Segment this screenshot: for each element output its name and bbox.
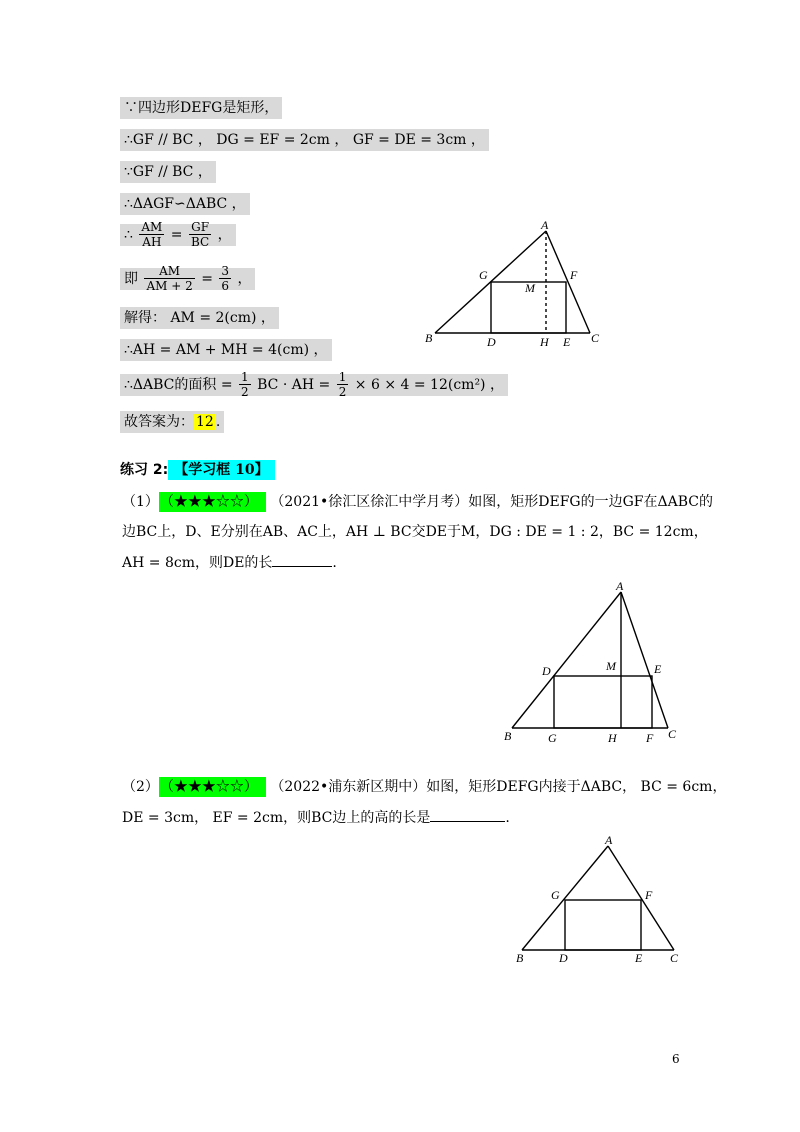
denominator: 2 <box>338 385 347 399</box>
question-text: . <box>505 810 510 826</box>
solution-line-5 <box>120 220 236 249</box>
solution-answer-line <box>120 411 224 433</box>
solution-text: ∴GF // BC ， DG = EF = 2cm ， GF = DE = 3cm ， <box>120 129 489 151</box>
label-m: M <box>606 659 616 673</box>
fraction <box>139 220 164 249</box>
answer-blank[interactable] <box>272 554 332 567</box>
numerator: 1 <box>338 370 347 384</box>
solution-formula <box>120 220 236 249</box>
label-h: H <box>540 335 549 349</box>
solution-formula <box>120 264 255 293</box>
difficulty-stars: （★★★☆☆） <box>159 777 266 797</box>
answer-highlight: 12 <box>196 414 214 430</box>
solution-formula <box>120 370 508 399</box>
solution-text: ∴ΔAGF∽ΔABC ， <box>120 193 250 215</box>
label-g: G <box>551 888 560 902</box>
figure-1 <box>420 215 610 350</box>
label-f: F <box>645 888 653 902</box>
q2-line-2 <box>122 808 510 828</box>
label-a: A <box>616 579 624 593</box>
difficulty-stars: （★★★☆☆） <box>159 492 266 512</box>
denominator: BC <box>190 235 210 249</box>
fraction <box>219 264 231 293</box>
q1-line-3 <box>122 553 337 573</box>
denominator: 6 <box>221 279 230 293</box>
label-e: E <box>635 951 643 965</box>
label-a: A <box>541 218 549 232</box>
solution-text: BC · AH = <box>257 376 331 393</box>
label-b: B <box>504 729 512 743</box>
numerator: GF <box>189 220 211 235</box>
solution-line-9 <box>120 370 508 399</box>
numerator: 1 <box>241 370 249 384</box>
numerator: AM <box>141 220 163 234</box>
label-m: M <box>525 281 535 295</box>
fraction <box>189 220 211 249</box>
denominator: 2 <box>241 385 249 399</box>
solution-text: . <box>215 414 221 430</box>
equals: = <box>170 226 183 243</box>
question-text: （2021•徐汇区徐汇中学月考）如图，矩形DEFG的一边GF在ΔABC的 <box>270 494 713 510</box>
numerator: 3 <box>221 264 230 278</box>
question-number: （2） <box>122 779 159 795</box>
label-c: C <box>591 331 600 345</box>
question-text: AH = 8cm，则DE的长 <box>122 555 273 571</box>
side-ac <box>621 592 668 728</box>
label-c: C <box>668 727 677 741</box>
denominator: AH <box>142 235 162 249</box>
solution-text: 故答案为： <box>124 414 194 430</box>
fraction <box>144 264 194 293</box>
label-b: B <box>425 331 433 345</box>
rectangle-defg <box>565 900 641 950</box>
solution-line-3 <box>120 162 216 182</box>
numerator: AM <box>144 264 194 279</box>
solution-text: ∴ΔABC的面积 = <box>124 376 233 393</box>
solution-line-10 <box>120 412 224 432</box>
solution-line-4 <box>120 194 250 214</box>
question-text: . <box>332 555 337 571</box>
exercise-heading <box>120 460 275 480</box>
rectangle-defg <box>554 676 652 728</box>
label-d: D <box>487 335 496 349</box>
question-text: 边BC上，D、E分别在AB、AC上，AH ⊥ BC交DE于M，DG : DE = 1 : 2，BC = 12cm， <box>122 524 708 540</box>
question-text: （2022•浦东新区期中）如图，矩形DEFG内接于ΔABC， BC = 6cm， <box>270 779 727 795</box>
solution-text: ∵四边形DEFG是矩形， <box>120 97 282 119</box>
figure-3 <box>508 834 688 966</box>
answer-blank[interactable] <box>430 809 505 822</box>
side-ab <box>512 592 621 728</box>
q1-line-2 <box>122 522 708 542</box>
solution-line-7 <box>120 308 279 328</box>
equals: = <box>201 270 213 287</box>
label-a: A <box>605 834 613 847</box>
q2-line-1 <box>122 777 726 797</box>
solution-line-1 <box>120 98 282 118</box>
solution-text: ∴AH = AM + MH = 4(cm) ， <box>120 339 332 361</box>
solution-line-6 <box>120 264 255 293</box>
solution-text: ∵GF // BC ， <box>120 161 216 183</box>
solution-text: ， <box>217 226 232 243</box>
solution-text: 即 <box>124 270 138 287</box>
solution-text: × 6 × 4 = 12(cm²) ， <box>354 376 504 393</box>
fraction <box>239 370 251 399</box>
fraction <box>337 370 349 399</box>
question-text: DE = 3cm， EF = 2cm，则BC边上的高的长是 <box>122 810 431 826</box>
label-d: D <box>542 664 551 678</box>
exercise-tag: 【学习框 10】 <box>168 460 274 480</box>
solution-line-2 <box>120 130 489 150</box>
exercise-title: 练习 2: <box>120 462 169 478</box>
solution-text: 解得： AM = 2(cm) ， <box>120 307 279 329</box>
label-f: F <box>646 731 654 745</box>
label-d: D <box>559 951 568 965</box>
label-e: E <box>654 662 662 676</box>
page-number: 6 <box>672 1052 680 1066</box>
solution-text: ∴ <box>124 226 133 243</box>
figure-2 <box>498 578 688 746</box>
denominator: AM + 2 <box>146 279 193 293</box>
q1-line-1 <box>122 492 713 512</box>
label-g: G <box>548 731 557 745</box>
label-g: G <box>479 268 488 282</box>
label-f: F <box>570 268 578 282</box>
label-b: B <box>516 951 524 965</box>
question-number: （1） <box>122 494 159 510</box>
label-c: C <box>670 951 679 965</box>
solution-text: ， <box>237 270 252 287</box>
label-h: H <box>608 731 617 745</box>
solution-line-8 <box>120 340 332 360</box>
label-e: E <box>563 335 571 349</box>
